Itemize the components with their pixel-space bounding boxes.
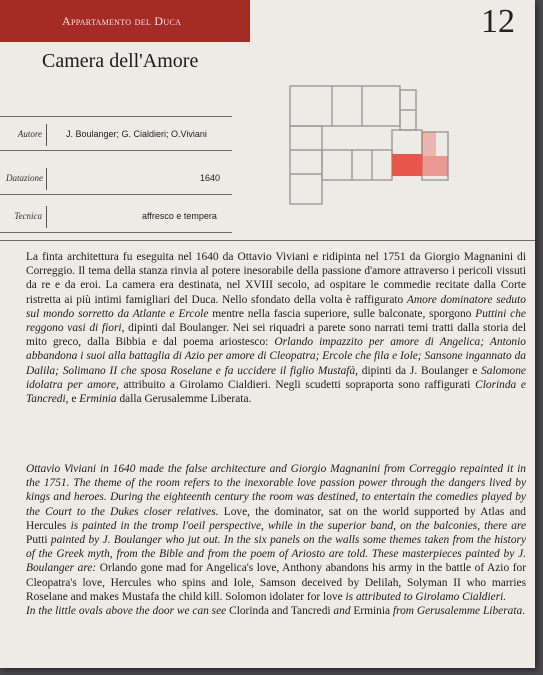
text-run: , attribuito a Girolamo Cialdieri. Negli scudetti sopraporta sono raffigurati	[115, 378, 476, 391]
header-bottom-rule	[0, 240, 535, 241]
text-run: Orlando impazzito per amore di Angelica; Antonio abbandona i suoi alla battaglia di Azio per amore di Cleopatra; Ercole che fila e Iole; Sansone ingannato da Dalila; Solimano II che sposa Roselane e fa uccidere il figlio Mustafà	[26, 336, 526, 377]
text-run: .	[522, 605, 526, 618]
meta-row-author	[0, 120, 232, 151]
meta-label: Datazione	[6, 173, 43, 183]
plan-wing-west	[290, 126, 322, 204]
text-run: is painted in the tromp l'oeil perspective, while in the superior band, on the balconies, there are	[70, 519, 526, 532]
text-run: , dipinti dal Boulanger. Nei sei riquadri a parete sono narrati temi tratti dalla storia del mito greco, dalla Bibbia e dal poema ariostesco:	[26, 322, 527, 349]
room-title: Camera dell'Amore	[42, 50, 199, 72]
section-title: Appartamento del Duca	[62, 14, 182, 28]
meta-row-date	[0, 164, 232, 195]
meta-separator	[46, 168, 47, 190]
text-run: is attributed to Girolamo Cialdieri.	[345, 590, 507, 603]
text-run: Clorinda and Tancredi	[229, 605, 334, 618]
text-run: dalla Gerusalemme Liberata.	[116, 393, 252, 406]
panel-number: 12	[481, 3, 515, 40]
meta-top-rule	[0, 116, 232, 117]
text-run: Amore dominatore seduto sul mondo sorretto da Atlante e Ercole	[26, 293, 526, 320]
text-run: La finta architettura fu eseguita nel 1640 da Ottavio Viviani e ridipinta nel 1751 da Giorgio Magnanini di Correggio. Il tema della stanza rinvia al potere inesorabile della passione d'amore attraverso i pericoli vissuti da re e da eroi. La camera era destinata, nel XVIII secolo, ad ospitare le commedie recitate dalla Corte ristretta ai più intimi famigliari del Duca. Nello sfondato della volta è raffigurato	[26, 251, 526, 306]
floor-plan-map	[272, 70, 472, 210]
text-run: Salomone idolatra per amore	[26, 364, 526, 391]
plan-current-room-highlight	[392, 154, 422, 176]
description-paragraph	[26, 462, 526, 618]
meta-separator	[46, 206, 47, 228]
meta-value: affresco e tempera	[142, 211, 217, 221]
text-run: Erminia	[79, 393, 117, 406]
meta-value: J. Boulanger; G. Cialdieri; O.Viviani	[66, 129, 207, 139]
meta-separator	[46, 124, 47, 146]
text-run: , e	[65, 393, 80, 406]
text-run: Puttini che reggono vasi di fiori	[26, 307, 526, 335]
text-run: Love, the dominator, sat on the world supported by Atlas and Hercules	[26, 505, 526, 532]
section-banner	[0, 0, 250, 42]
plan-wing-north	[290, 86, 400, 126]
text-run: Erminia	[350, 605, 393, 618]
meta-label: Autore	[17, 129, 42, 139]
description-italian	[26, 250, 526, 406]
text-run: painted by J. Boulanger who jut out. In the six panels on the walls some themes taken from the history of the Greek myth, from the Bible and from the poem of Ariosto are told. These masterpieces painted by J. Boulanger are:	[26, 534, 526, 575]
text-run: mentre nella fascia superiore, sulle balconate, sporgono	[208, 307, 476, 320]
meta-label: Tecnica	[14, 211, 42, 221]
text-run: and	[333, 605, 351, 618]
meta-value: 1640	[200, 173, 221, 183]
plan-adjacent-room-highlight	[422, 132, 436, 156]
text-run: In the little ovals above the door we can see	[26, 605, 230, 618]
text-run: from Gerusalemme Liberata	[392, 605, 523, 618]
plan-wing-center	[322, 150, 392, 180]
text-run: Orlando gone mad for Angelica's love, Anthony abandons his army in the battle of Azio for Cleopatra's love, Hercules who spins and Iole, Samson deceived by Delilah, Solyman II who marries Roselane and makes Mustafa the child kill. Solomon idolater for love	[26, 562, 526, 603]
description-english	[26, 462, 526, 618]
description-paragraph	[26, 250, 526, 406]
plan-adjacent-room-highlight	[422, 156, 448, 176]
text-run: , dipinti da J. Boulanger e	[355, 364, 482, 377]
text-run: Clorinda e Tancredi	[26, 378, 526, 406]
text-run: Putti	[26, 534, 48, 547]
meta-row-technique	[0, 202, 232, 233]
text-run: Ottavio Viviani in 1640 made the false architecture and Giorgio Magnanini from Correggio repainted it in the 1751. The theme of the room refers to the inexorable love passion power through the dangers lived by kings and heroes. During the eighteenth century the room was destined, to entertain the comedies played by the Court to the Dukes closer relatives.	[26, 463, 526, 518]
